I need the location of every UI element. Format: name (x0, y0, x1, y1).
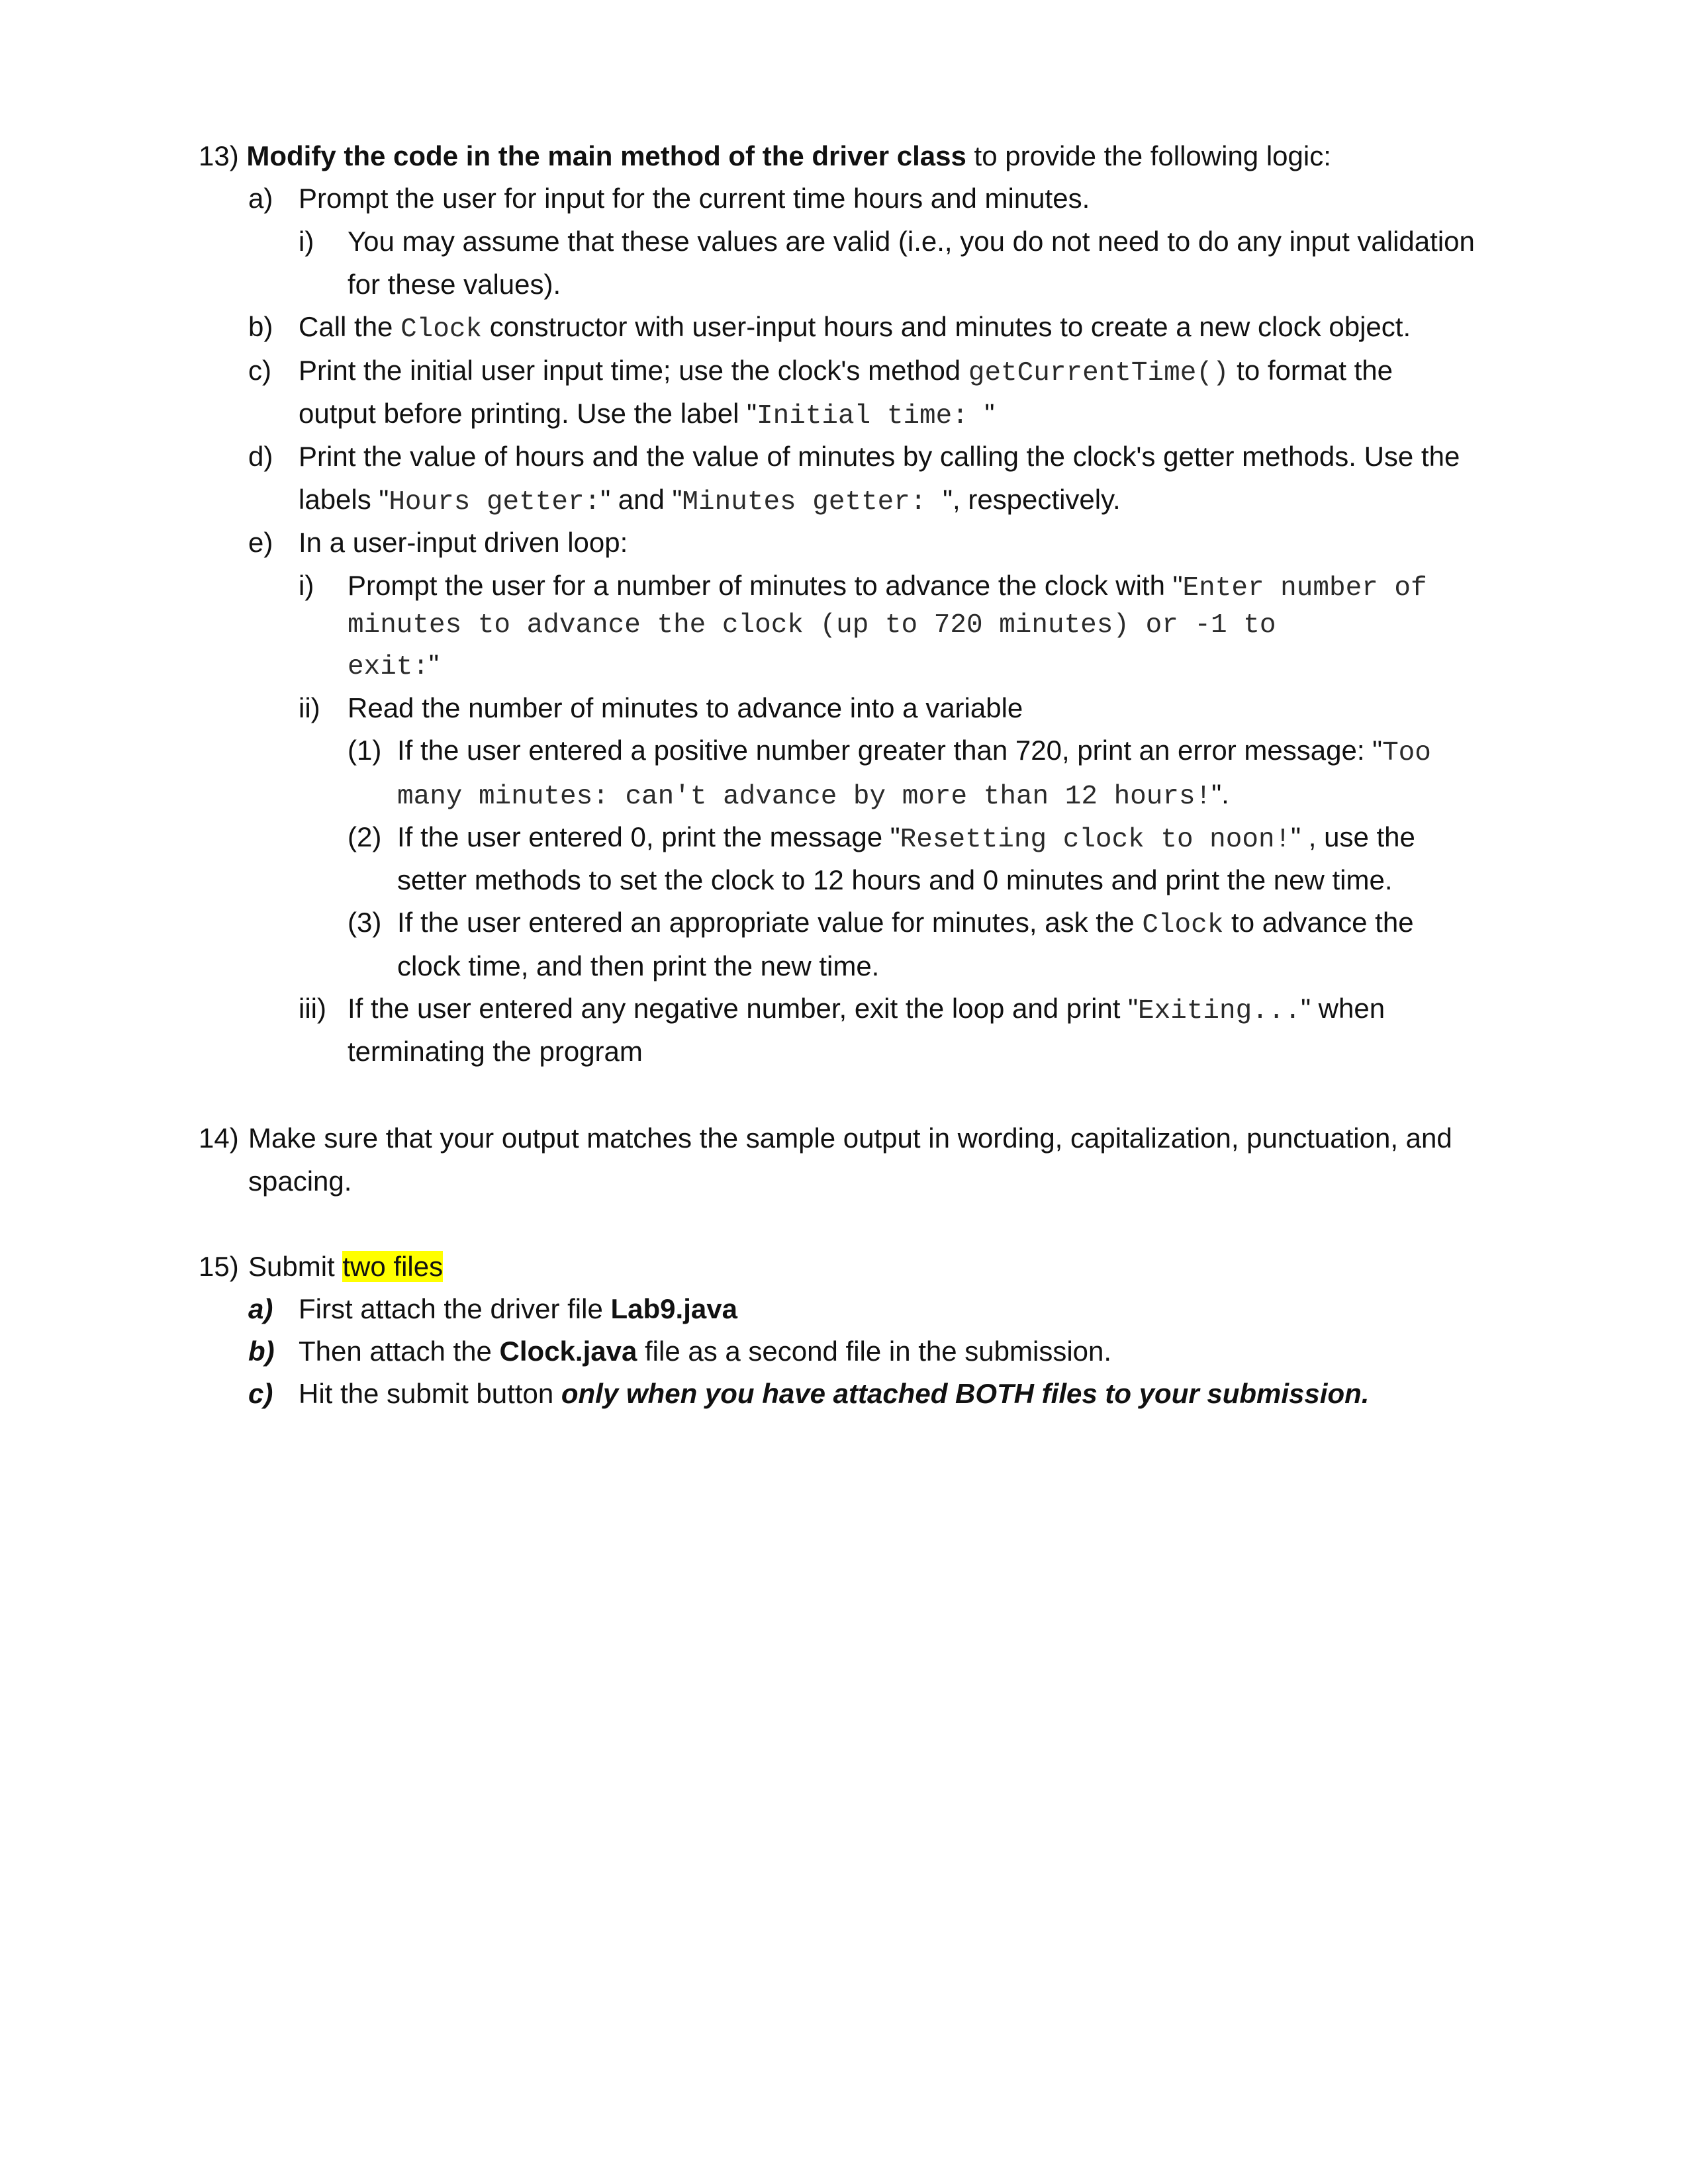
item-13e-ii-3-mark: (3) (348, 907, 382, 938)
item-13e-mark: e) (248, 527, 273, 558)
item-13e-ii-1-mark: (1) (348, 735, 382, 766)
highlighted-two-files: two files (342, 1251, 444, 1282)
file-clock: Clock.java (499, 1336, 637, 1367)
item-15c-t1: Hit the submit button (299, 1378, 561, 1409)
item-13e-i-t2: " (429, 649, 439, 680)
item-13e-i-line1 (348, 565, 1427, 610)
code-getcurrenttime: getCurrentTime() (968, 358, 1229, 388)
code-minutes-getter: Minutes getter: (682, 487, 943, 518)
item-13c-line1 (299, 349, 1393, 394)
code-exit: exit: (348, 652, 430, 682)
item-13e-iii-mark: iii) (299, 993, 326, 1024)
file-lab9: Lab9.java (610, 1293, 737, 1324)
item-15a-t1: First attach the driver file (299, 1293, 611, 1324)
item-13e-ii-2-mark: (2) (348, 821, 382, 852)
item-13b-text (299, 306, 1411, 351)
item-13a-i-line2: for these values). (348, 269, 561, 300)
item-14-line2: spacing. (248, 1165, 352, 1197)
code-too-many-1: Too (1382, 738, 1431, 768)
item-13e-i-t1: Prompt the user for a number of minutes to advance the clock with " (348, 570, 1183, 601)
item-15b-t2: file as a second file in the submission. (637, 1336, 1112, 1367)
item-13a-mark: a) (248, 183, 273, 214)
item-15-heading (248, 1246, 443, 1288)
item-13d-line1: Print the value of hours and the value of minutes by calling the clock's getter methods. Use the (299, 441, 1460, 472)
item-13-number: 13) (199, 140, 239, 171)
item-13a-i-line1: You may assume that these values are valid (i.e., you do not need to do any input validation (348, 226, 1475, 257)
code-clock-2: Clock (1142, 910, 1224, 940)
item-13e-iii-t1: If the user entered any negative number, exit the loop and print " (348, 993, 1139, 1024)
item-13c-mark: c) (248, 355, 271, 386)
code-resetting: Resetting clock to noon! (900, 825, 1291, 855)
item-14-number: 14) (199, 1122, 239, 1154)
code-clock: Clock (400, 314, 483, 345)
item-13e-ii-1-line2 (397, 773, 1229, 818)
item-13e-i-line3 (348, 643, 439, 688)
item-13c-t2: to format the (1229, 355, 1393, 386)
item-13d-t2: " and " (600, 484, 682, 515)
item-13e-ii-3-t2: to advance the (1223, 907, 1414, 938)
code-enter-number-2: minutes to advance the clock (up to 720 minutes) or -1 to (348, 610, 1276, 641)
code-enter-number-1: Enter number of (1182, 573, 1427, 604)
item-13c-t1: Print the initial user input time; use the clock's method (299, 355, 968, 386)
code-initial-time: Initial time: (757, 401, 985, 432)
item-13e-ii-text: Read the number of minutes to advance into a variable (348, 692, 1023, 723)
item-13e-iii-t2: " when (1301, 993, 1385, 1024)
code-exiting: Exiting... (1138, 996, 1301, 1026)
item-13a-i-mark: i) (299, 226, 314, 257)
item-13b-t2: constructor with user-input hours and minutes to create a new clock object. (482, 311, 1411, 342)
item-13e-i-mark: i) (299, 570, 314, 601)
item-13e-ii-2-line1 (397, 816, 1415, 861)
item-15c-text (299, 1373, 1369, 1415)
item-13b-mark: b) (248, 311, 273, 342)
item-13e-ii-mark: ii) (299, 692, 320, 723)
item-13e-text: In a user-input driven loop: (299, 527, 628, 558)
item-13e-iii-line1 (348, 987, 1385, 1032)
code-hours-getter: Hours getter: (389, 487, 601, 518)
item-13d-t1: labels " (299, 484, 389, 515)
item-13e-ii-2-line2: setter methods to set the clock to 12 hours and 0 minutes and print the new time. (397, 864, 1393, 895)
item-13d-mark: d) (248, 441, 273, 472)
item-13c-t4: " (984, 398, 995, 429)
item-13e-ii-3-line1 (397, 901, 1414, 946)
item-15-number: 15) (199, 1251, 239, 1282)
item-13a-text: Prompt the user for input for the current time hours and minutes. (299, 183, 1090, 214)
item-13e-ii-1-line1 (397, 729, 1431, 774)
item-15b-t1: Then attach the (299, 1336, 500, 1367)
item-15c-mark: c) (248, 1378, 273, 1409)
item-15a-text (299, 1288, 737, 1330)
item-15c-emphasis: only when you have attached BOTH files to your submission. (561, 1378, 1370, 1409)
code-too-many-2: many minutes: can't advance by more than 12 hours! (397, 782, 1212, 812)
item-15a-mark: a) (248, 1293, 273, 1324)
item-13e-iii-line2: terminating the program (348, 1036, 643, 1067)
item-13c-t3: output before printing. Use the label " (299, 398, 757, 429)
item-13-heading (199, 135, 1331, 177)
item-13c-line2 (299, 392, 994, 437)
item-13d-t3: ", respectively. (943, 484, 1121, 515)
item-13e-ii-2-t1: If the user entered 0, print the message " (397, 821, 900, 852)
item-13-rest: to provide the following logic: (966, 140, 1331, 171)
item-13e-ii-3-line2: clock time, and then print the new time. (397, 950, 880, 981)
item-13e-ii-1-t2: ". (1211, 778, 1229, 809)
item-13e-ii-3-t1: If the user entered an appropriate value for minutes, ask the (397, 907, 1143, 938)
item-13e-ii-2-t2: " , use the (1291, 821, 1415, 852)
item-13b-t1: Call the (299, 311, 401, 342)
item-13d-line2 (299, 478, 1121, 523)
item-15b-text (299, 1330, 1111, 1373)
item-14-line1: Make sure that your output matches the sample output in wording, capitalization, punctuation, and (248, 1122, 1452, 1154)
item-13-bold: Modify the code in the main method of the driver class (246, 140, 966, 171)
item-15b-mark: b) (248, 1336, 275, 1367)
item-13e-ii-1-t1: If the user entered a positive number greater than 720, print an error message: " (397, 735, 1383, 766)
item-15-t1: Submit (248, 1251, 343, 1282)
